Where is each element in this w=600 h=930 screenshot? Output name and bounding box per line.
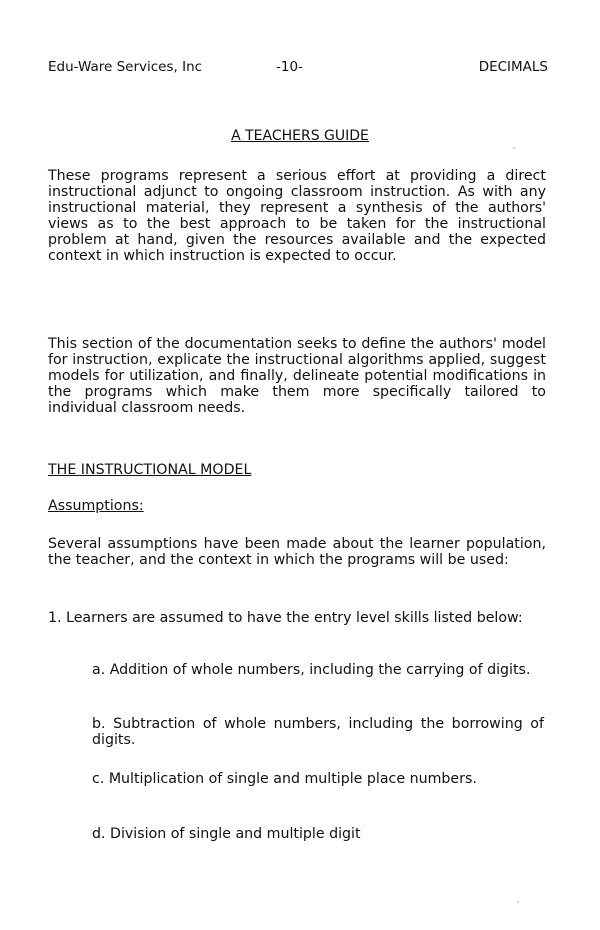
page-title: A TEACHERS GUIDE: [231, 128, 369, 144]
skill-item-a: a. Addition of whole numbers, including the carrying of digits.: [92, 662, 531, 678]
document-subject: DECIMALS: [478, 59, 548, 75]
paragraph-intro: These programs represent a serious effort at providing a direct instructional adjunct to ongoing classroom instruction. As with any instructional material, they represent a synthesis of the authors' views as to the best approach to be taken for the instructional problem at hand, given the resources available and the expected context in which instruction is expected to occur.: [48, 168, 546, 264]
skill-item-d: d. Division of single and multiple digit: [92, 826, 361, 842]
scan-speck: [517, 901, 519, 903]
skill-item-c: c. Multiplication of single and multiple place numbers.: [92, 771, 477, 787]
paragraph-section-purpose: This section of the documentation seeks to define the authors' model for instruction, explicate the instructional algorithms applied, suggest models for utilization, and finally, delineate potential modifications in the programs which make them more specifically tailored to individual classroom needs.: [48, 336, 546, 416]
assumption-item-1: 1. Learners are assumed to have the entry level skills listed below:: [48, 610, 523, 626]
section-heading: THE INSTRUCTIONAL MODEL: [48, 462, 252, 478]
scan-speck: [513, 147, 515, 149]
skill-item-b: b. Subtraction of whole numbers, including the borrowing of digits.: [92, 716, 544, 748]
page-header: [48, 59, 548, 77]
page-number: -10-: [276, 59, 303, 75]
assumptions-intro: Several assumptions have been made about the learner population, the teacher, and the context in which the programs will be used:: [48, 536, 546, 568]
publisher-name: Edu-Ware Services, Inc: [48, 59, 203, 75]
subheading-assumptions: Assumptions:: [48, 498, 144, 514]
